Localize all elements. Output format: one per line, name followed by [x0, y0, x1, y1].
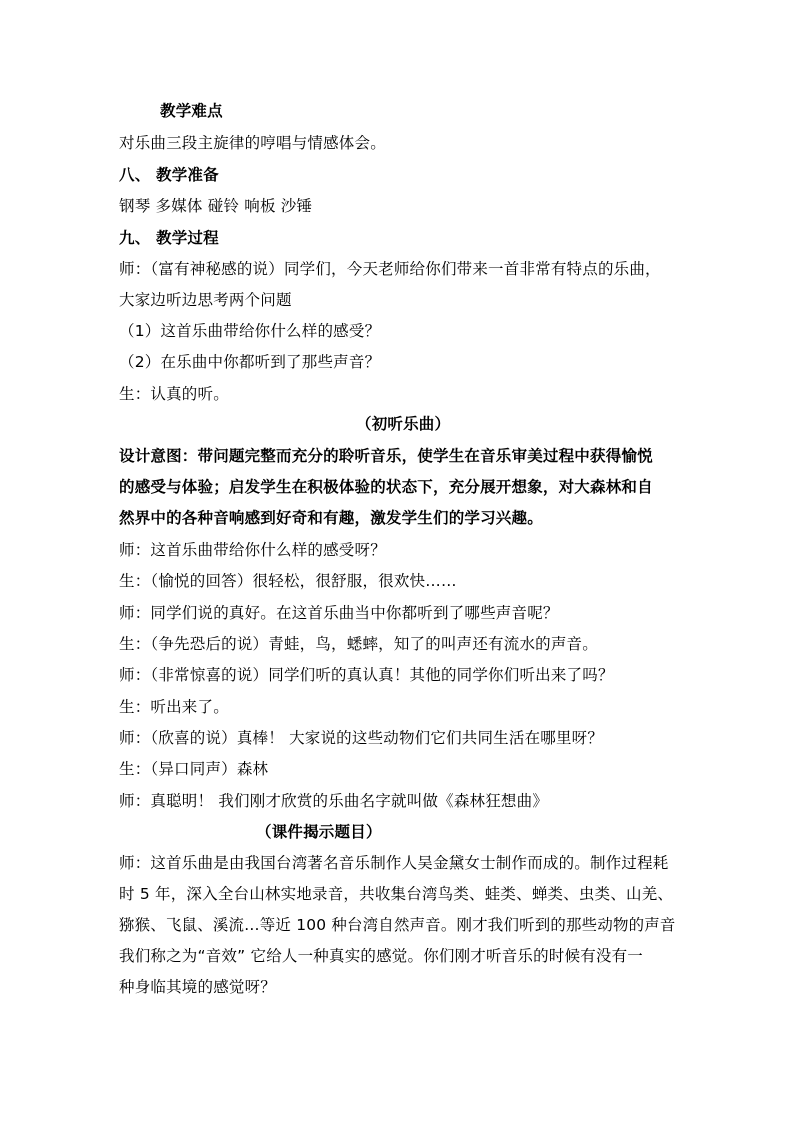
text-line: 对乐曲三段主旋律的哼唱与情感体会。: [119, 134, 386, 152]
design-intent-line: 的感受与体验；启发学生在积极体验的状态下，充分展开想象，对大森林和自: [119, 478, 653, 496]
design-intent-line: 然界中的各种音响感到好奇和有趣，激发学生们的学习兴趣。: [119, 509, 543, 527]
text-line: 师：（非常惊喜的说）同学们听的真认真！其他的同学你们听出来了吗？: [119, 666, 614, 684]
text-line: 时 5 年，深入全台山林实地录音，共收集台湾鸟类、蛙类、蝉类、虫类、山羌、: [119, 885, 674, 903]
text-line: 师：（富有神秘感的说）同学们，今天老师给你们带来一首非常有特点的乐曲，: [119, 260, 661, 278]
text-line: 生：认真的听。: [119, 385, 229, 403]
heading-section-8: 八、 教学准备: [119, 166, 219, 184]
text-line: 猕猴、飞鼠、溪流…等近 100 种台湾自然声音。刚才我们听到的那些动物的声音: [119, 916, 676, 934]
text-line: 生：（异口同声）森林: [119, 760, 269, 778]
text-line: 师：（欣喜的说）真棒！ 大家说的这些动物们它们共同生活在哪里呀？: [119, 729, 604, 747]
text-line: 师：这首乐曲是由我国台湾著名音乐制作人吴金黛女士制作而成的。制作过程耗: [119, 854, 669, 872]
text-line: （2）在乐曲中你都听到了那些声音？: [119, 353, 381, 371]
stage-heading-first-listen: （初听乐曲）: [356, 415, 451, 433]
text-line: 种身临其境的感觉呀？: [119, 978, 277, 996]
text-line: 生：听出来了。: [119, 698, 229, 716]
text-line: 大家边听边思考两个问题: [119, 291, 292, 309]
text-line: （1）这首乐曲带给你什么样的感受？: [119, 322, 381, 340]
heading-teaching-difficulty: 教学难点: [160, 102, 223, 120]
design-intent-line: 设计意图：带问题完整而充分的聆听音乐，使学生在音乐审美过程中获得愉悦: [119, 447, 653, 465]
text-line: 师：真聪明！ 我们刚才欣赏的乐曲名字就叫做《森林狂想曲》: [119, 792, 549, 810]
heading-section-9: 九、 教学过程: [119, 229, 219, 247]
text-line: 师：这首乐曲带给你什么样的感受呀？: [119, 541, 386, 559]
stage-heading-reveal-title: （课件揭示题目）: [256, 823, 382, 841]
text-line: 生：（争先恐后的说）青蛙，鸟，蟋蟀，知了的叫声还有流水的声音。: [119, 635, 598, 653]
text-line: 我们称之为“音效” 它给人一种真实的感觉。你们刚才听音乐的时候有没有一: [119, 947, 643, 965]
text-line: 师：同学们说的真好。在这首乐曲当中你都听到了哪些声音呢？: [119, 604, 559, 622]
text-line: 钢琴 多媒体 碰铃 响板 沙锤: [119, 197, 313, 215]
text-line: 生：（愉悦的回答）很轻松，很舒服，很欢快……: [119, 572, 457, 590]
